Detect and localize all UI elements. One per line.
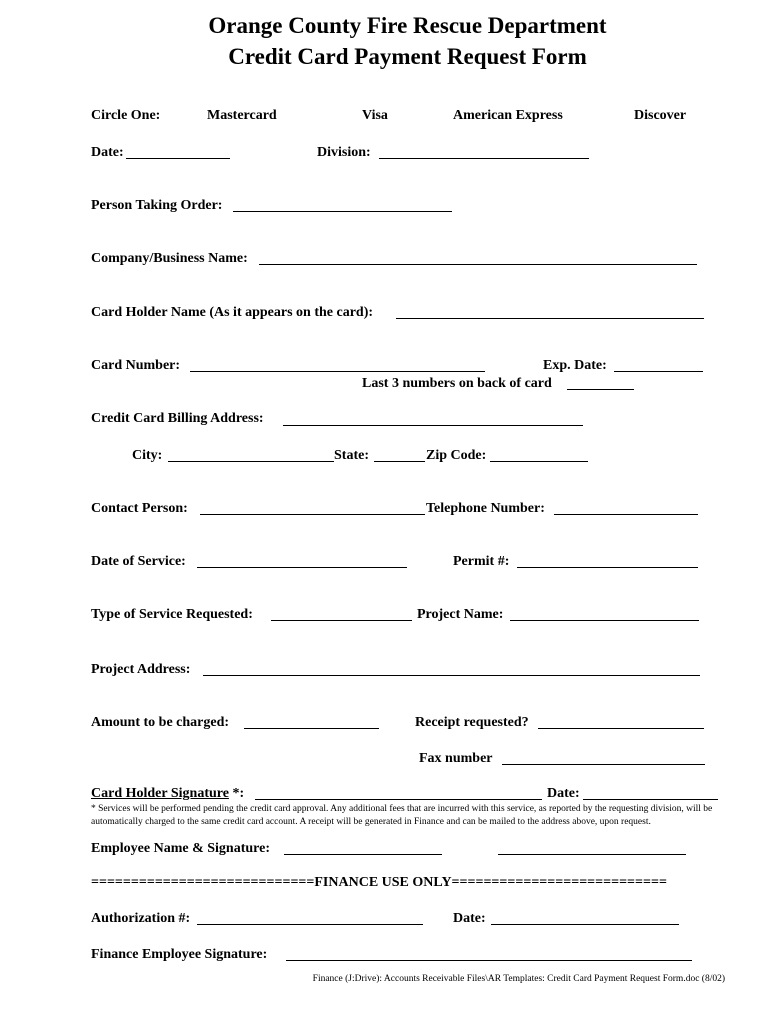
card-number-label: Card Number: xyxy=(91,358,181,373)
card-option-discover[interactable]: Discover xyxy=(634,108,687,123)
permit-field[interactable] xyxy=(517,567,698,568)
division-label: Division: xyxy=(317,145,371,160)
card-option-american-express[interactable]: American Express xyxy=(453,108,563,123)
amount-field[interactable] xyxy=(244,728,379,729)
signature-date-field[interactable] xyxy=(583,799,718,800)
receipt-field[interactable] xyxy=(538,728,704,729)
telephone-field[interactable] xyxy=(554,514,698,515)
project-address-label: Project Address: xyxy=(91,662,191,677)
form-title-line2: Credit Card Payment Request Form xyxy=(228,44,587,69)
billing-address-field[interactable] xyxy=(283,425,583,426)
billing-address-label: Credit Card Billing Address: xyxy=(91,411,264,426)
finance-signature-label: Finance Employee Signature: xyxy=(91,947,268,962)
card-option-visa[interactable]: Visa xyxy=(362,108,388,123)
permit-label: Permit #: xyxy=(453,554,510,569)
signature-label xyxy=(91,786,244,802)
state-label: State: xyxy=(334,448,369,463)
receipt-label: Receipt requested? xyxy=(415,715,529,730)
project-name-field[interactable] xyxy=(510,620,699,621)
auth-date-label: Date: xyxy=(453,911,486,926)
fax-label: Fax number xyxy=(419,751,493,766)
amount-label: Amount to be charged: xyxy=(91,715,230,730)
state-field[interactable] xyxy=(374,461,425,462)
contact-person-label: Contact Person: xyxy=(91,501,188,516)
employee-name-field[interactable] xyxy=(284,854,442,855)
signature-label-star: *: xyxy=(228,786,245,801)
last3-label: Last 3 numbers on back of card xyxy=(362,376,552,391)
services-note: * Services will be performed pending the credit card approval. Any additional fees that are incurred with this service, as reported by the requesting division, will be automatically charged to the same credit card account. A receipt will be generated in Finance and can be mailed to the address above, upon request. xyxy=(91,804,713,827)
division-field[interactable] xyxy=(379,158,589,159)
card-option-mastercard[interactable]: Mastercard xyxy=(207,108,277,123)
exp-date-field[interactable] xyxy=(614,371,703,372)
employee-label: Employee Name & Signature: xyxy=(91,841,270,856)
finance-signature-field[interactable] xyxy=(286,960,692,961)
project-address-field[interactable] xyxy=(203,675,700,676)
signature-label-text: Card Holder Signature xyxy=(91,786,229,801)
zip-label: Zip Code: xyxy=(426,448,487,463)
date-field[interactable] xyxy=(126,158,230,159)
company-field[interactable] xyxy=(259,264,697,265)
card-number-field[interactable] xyxy=(190,371,485,372)
date-of-service-label: Date of Service: xyxy=(91,554,186,569)
city-field[interactable] xyxy=(168,461,334,462)
last3-field[interactable] xyxy=(567,389,634,390)
date-of-service-field[interactable] xyxy=(197,567,407,568)
project-name-label: Project Name: xyxy=(417,607,504,622)
authorization-label: Authorization #: xyxy=(91,911,191,926)
finance-use-only-divider: ============================FINANCE USE ONLY=========================== xyxy=(91,875,667,890)
exp-date-label: Exp. Date: xyxy=(543,358,607,373)
card-holder-name-label: Card Holder Name (As it appears on the card): xyxy=(91,305,374,320)
person-taking-order-field[interactable] xyxy=(233,211,452,212)
fax-field[interactable] xyxy=(502,764,705,765)
company-label: Company/Business Name: xyxy=(91,251,248,266)
employee-signature-field[interactable] xyxy=(498,854,686,855)
circle-one-label: Circle One: xyxy=(91,108,161,123)
person-taking-order-label: Person Taking Order: xyxy=(91,198,223,213)
date-label: Date: xyxy=(91,145,124,160)
contact-person-field[interactable] xyxy=(200,514,425,515)
auth-date-field[interactable] xyxy=(491,924,679,925)
form-title-line1: Orange County Fire Rescue Department xyxy=(208,13,607,38)
zip-field[interactable] xyxy=(490,461,588,462)
city-label: City: xyxy=(132,448,163,463)
type-of-service-label: Type of Service Requested: xyxy=(91,607,253,622)
signature-date-label: Date: xyxy=(547,786,580,801)
document-footer: Finance (J:Drive): Accounts Receivable Files\AR Templates: Credit Card Payment Request Form.doc (8/02) xyxy=(312,974,725,984)
authorization-field[interactable] xyxy=(197,924,423,925)
signature-field[interactable] xyxy=(255,799,542,800)
telephone-label: Telephone Number: xyxy=(426,501,545,516)
type-of-service-field[interactable] xyxy=(271,620,412,621)
card-holder-name-field[interactable] xyxy=(396,318,704,319)
